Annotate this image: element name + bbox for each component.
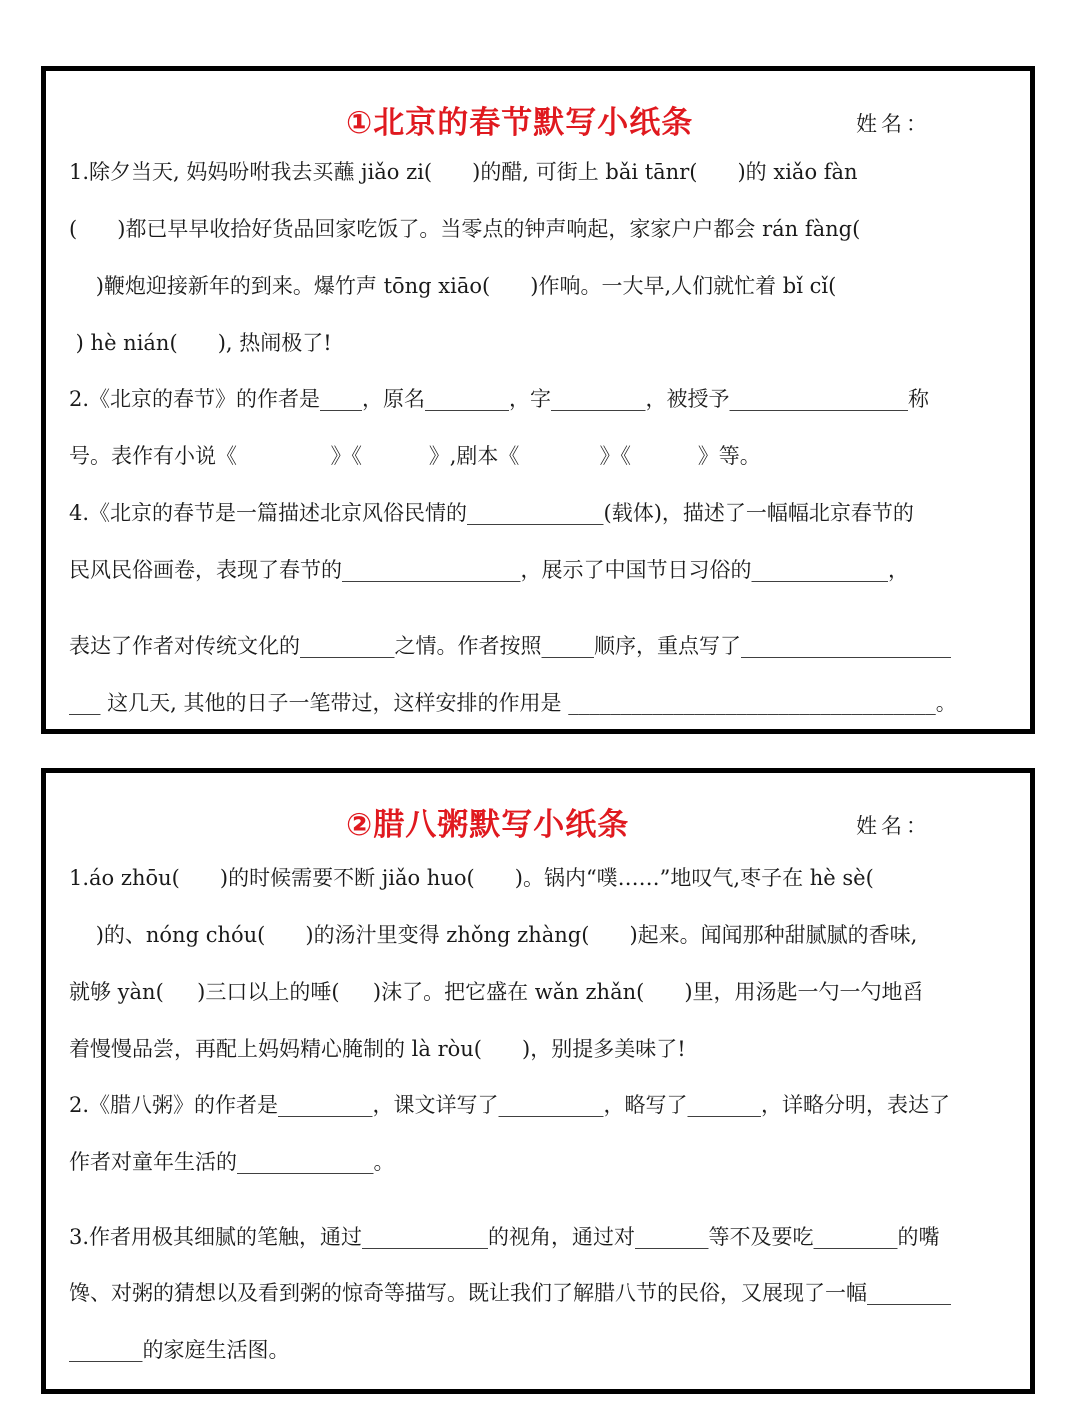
question-line: 3.作者用极其细腻的笔触，通过____________的视角，通过对_______等不及要吃________的嘴: [69, 1225, 940, 1249]
question-line: 着慢慢品尝，再配上妈妈精心腌制的 là ròu( )，别提多美味了!: [69, 1037, 686, 1061]
question-line: ) hè nián( ), 热闹极了!: [69, 331, 332, 355]
dictation-card-beijing-spring-festival: [41, 66, 1035, 734]
question-line: 馋、对粥的猜想以及看到粥的惊奇等描写。既让我们了解腊八节的民俗，又展现了一幅________: [69, 1281, 951, 1305]
question-line: 表达了作者对传统文化的_________之情。作者按照_____顺序，重点写了____________________: [69, 634, 951, 658]
name-field-label: 姓名：: [856, 112, 931, 136]
question-line: )鞭炮迎接新年的到来。爆竹声 tōng xiāo( )作响。一大早,人们就忙着 bǐ cǐ(: [69, 274, 837, 298]
question-line: 1.áo zhōu( )的时候需要不断 jiǎo huo( )。锅内“噗……”地叹气,枣子在 hè sè(: [69, 866, 874, 890]
question-line: 2.《腊八粥》的作者是_________，课文详写了__________，略写了_______，详略分明，表达了: [69, 1093, 951, 1117]
name-field-label: 姓名：: [856, 814, 931, 838]
question-line: 4.《北京的春节是一篇描述北京风俗民情的_____________(载体)，描述了一幅幅北京春节的: [69, 501, 914, 525]
question-line: )的、nóng chóu( )的汤汁里变得 zhǒng zhàng( )起来。闻闻那种甜腻腻的香味,: [69, 923, 918, 947]
question-line: 号。表作有小说《 》《 》,剧本《 》《 》等。: [69, 444, 761, 468]
question-line: 1.除夕当天, 妈妈吩咐我去买蘸 jiǎo zi( )的醋, 可街上 bǎi tānr( )的 xiǎo fàn: [69, 160, 858, 184]
dictation-card-laba-porridge: [41, 768, 1035, 1394]
question-line: ( )都已早早收拾好货品回家吃饭了。当零点的钟声响起，家家户户都会 rán fàng(: [69, 217, 861, 241]
card-title: ②腊八粥默写小纸条: [346, 807, 630, 843]
question-line: 就够 yàn( )三口以上的唾( )沫了。把它盛在 wǎn zhǎn( )里，用汤匙一勺一勺地舀: [69, 980, 924, 1004]
question-line: 2.《北京的春节》的作者是____，原名________，字_________，被授予_________________称: [69, 387, 930, 411]
question-line: 作者对童年生活的_____________。: [69, 1150, 395, 1174]
card-title: ①北京的春节默写小纸条: [346, 105, 694, 141]
question-line: _______的家庭生活图。: [69, 1338, 290, 1362]
question-line: ___ 这几天, 其他的日子一笔带过，这样安排的作用是 ___________________________________。: [69, 691, 957, 715]
question-line: 民风民俗画卷，表现了春节的_________________，展示了中国节日习俗的_____________，: [69, 558, 909, 582]
